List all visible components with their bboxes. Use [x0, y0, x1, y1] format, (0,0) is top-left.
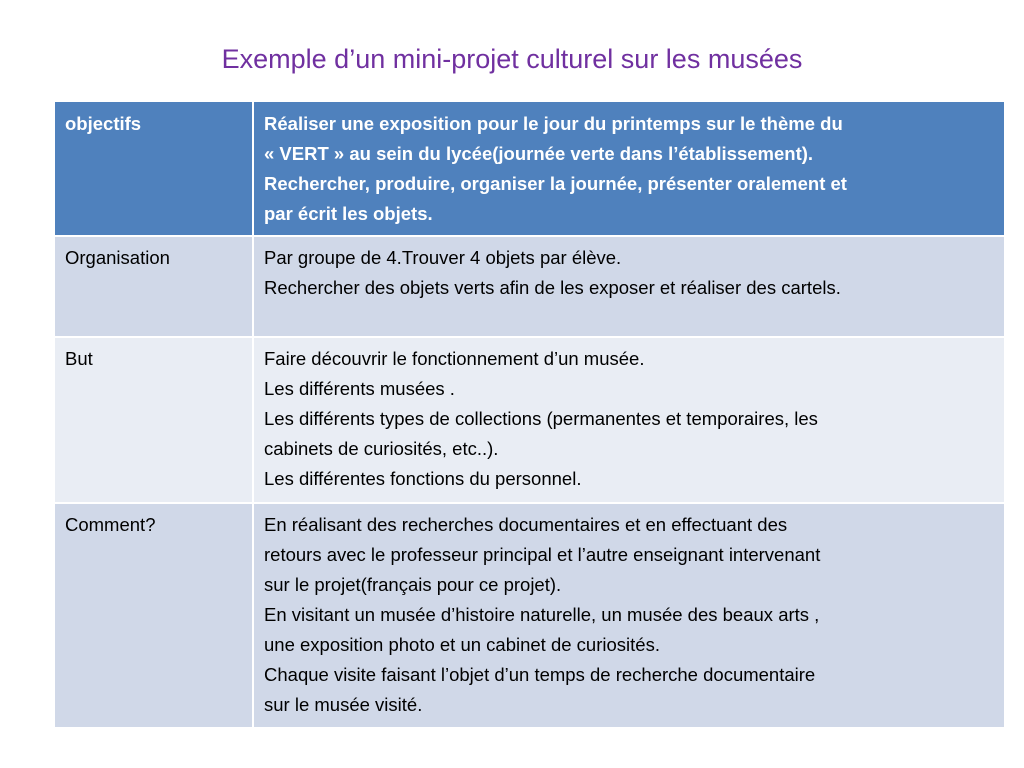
content-line: Rechercher, produire, organiser la journée, présenter oralement et	[264, 173, 847, 194]
content-line: sur le projet(français pour ce projet).	[264, 574, 562, 595]
row-label-comment: Comment?	[54, 503, 253, 728]
content-line: Chaque visite faisant l’objet d’un temps de recherche documentaire	[264, 664, 816, 685]
row-content-comment	[253, 503, 1005, 728]
content-line: « VERT » au sein du lycée(journée verte dans l’établissement).	[264, 143, 814, 164]
content-line: Par groupe de 4.Trouver 4 objets par élève.	[264, 247, 622, 268]
content-line: une exposition photo et un cabinet de curiosités.	[264, 634, 660, 655]
content-line: par écrit les objets.	[264, 203, 433, 224]
table-row-organisation	[54, 236, 1005, 337]
table-row-but	[54, 337, 1005, 503]
content-line: Faire découvrir le fonctionnement d’un musée.	[264, 348, 645, 369]
row-content-organisation	[253, 236, 1005, 337]
content-line: sur le musée visité.	[264, 694, 423, 715]
content-line: Rechercher des objets verts afin de les exposer et réaliser des cartels.	[264, 277, 841, 298]
project-table	[53, 100, 1006, 729]
content-line: Les différents types de collections (permanentes et temporaires, les	[264, 408, 818, 429]
row-content-objectifs	[253, 101, 1005, 236]
table-row-comment	[54, 503, 1005, 728]
content-line: retours avec le professeur principal et l’autre enseignant intervenant	[264, 544, 821, 565]
content-line: Les différentes fonctions du personnel.	[264, 468, 582, 489]
row-label-objectifs: objectifs	[54, 101, 253, 236]
content-line: En réalisant des recherches documentaires et en effectuant des	[264, 514, 788, 535]
content-line: cabinets de curiosités, etc..).	[264, 438, 499, 459]
row-label-organisation: Organisation	[54, 236, 253, 337]
content-line: Réaliser une exposition pour le jour du printemps sur le thème du	[264, 113, 843, 134]
table-row-objectifs	[54, 101, 1005, 236]
content-line: Les différents musées .	[264, 378, 455, 399]
slide-title: Exemple d’un mini-projet culturel sur les musées	[221, 44, 803, 74]
row-label-but: But	[54, 337, 253, 503]
row-content-but	[253, 337, 1005, 503]
content-line: En visitant un musée d’histoire naturelle, un musée des beaux arts ,	[264, 604, 820, 625]
